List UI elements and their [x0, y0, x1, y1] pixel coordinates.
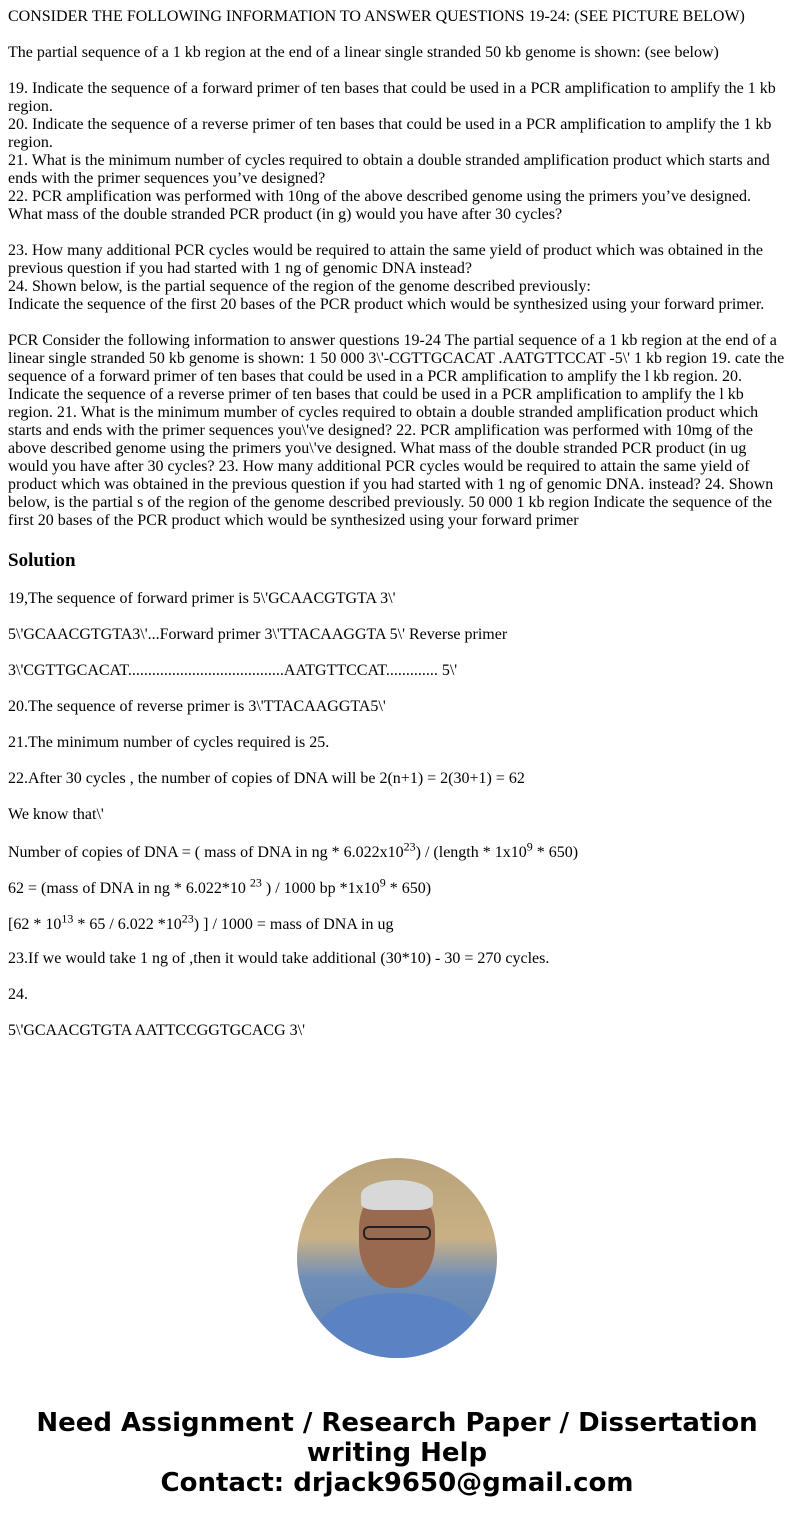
answer-21: 21.The minimum number of cycles required is 25.: [8, 734, 330, 751]
question-23: 23. How many additional PCR cycles would be required to attain the same yield of product which was obtained in the previous question if you had started with 1 ng of genomic DNA instead?: [8, 242, 763, 277]
answer-20: 20.The sequence of reverse primer is 3\'TTACAAGGTA5\': [8, 698, 386, 715]
solution-title: Solution: [8, 550, 76, 571]
answer-24-sequence: 5\'GCAACGTGTA AATTCCGGTGCACG 3\': [8, 1022, 305, 1039]
answer-22: 22.After 30 cycles , the number of copies of DNA will be 2(n+1) = 2(30+1) = 62: [8, 770, 525, 787]
question-20: 20. Indicate the sequence of a reverse primer of ten bases that could be used in a PCR amplification to amplify the 1 kb region.: [8, 116, 772, 151]
question-ocr-text: PCR Consider the following information to answer questions 19-24 The partial sequence of a 1 kb region at the end of a linear single stranded 50 kb genome is shown: 1 50 000 3\'-CGTTGCACAT .AATGTTCCAT -5\' 1 kb region 19. cate the sequence of a forward primer of ten bases that could be used in a PCR amplification to amplify the l kb region. 20. Indicate the sequence of a reverse primer of ten bases that could be used in a PCR amplification to amplify the l kb region. 21. What is the minimum mumber of cycles required to obtain a double stranded amplification product which starts and ends with the primer sequences you\'ve designed? 22. PCR amplification was performed with 10mg of the above described genome using the primers you\'ve designed. What mass of the double stranded PCR product (in ug would you have after 30 cycles? 23. How many additional PCR cycles would be required to attain the same yield of product which was obtained in the previous question if you had started with 1 ng of genomic DNA. instead? 24. Shown below, is the partial s of the region of the genome described previously. 50 000 1 kb region Indicate the sequence of the first 20 bases of the PCR product which would be synthesized using your forward primer: [8, 332, 785, 529]
question-19: 19. Indicate the sequence of a forward primer of ten bases that could be used in a PCR amplification to amplify the 1 kb region.: [8, 80, 776, 115]
question-intro: The partial sequence of a 1 kb region at the end of a linear single stranded 50 kb genome is shown: (see below): [8, 44, 719, 61]
we-know-that: We know that\': [8, 806, 104, 823]
formula-mass: [$62 * 10^{13} * 65 / 6.022$ $*10^{23}$) ] / 1000 = mass of DNA in ug: [8, 911, 394, 933]
formula-substituted: 62 = (mass of DNA in ng * 6.022*10 $^{23}$ ) / 1000 bp $*1x10^9 * 650$): [8, 875, 432, 897]
answer-23: 23.If we would take 1 ng of ,then it would take additional (30*10) - 30 = 270 cycles.: [8, 950, 550, 967]
questions-19-22: [8, 80, 786, 224]
template-line: 3\'CGTTGCACAT.......................................AATGTTCCAT............. 5\': [8, 662, 458, 679]
solution-section: [8, 550, 786, 1040]
formula-copies: Number of copies of DNA = ( mass of DNA in ng * $6.022x10^{23}$) / (length * $1x10^9 * 650$): [8, 839, 579, 861]
question-24-instruction: Indicate the sequence of the first 20 bases of the PCR product which would be synthesized using your forward primer.: [8, 296, 765, 313]
question-22: 22. PCR amplification was performed with 10ng of the above described genome using the primers you’ve designed. What mass of the double stranded PCR product (in g) would you have after 30 cycles?: [8, 188, 751, 223]
footer-contact[interactable]: Contact: drjack9650@gmail.com: [160, 1468, 634, 1498]
answer-24-label: 24.: [8, 986, 28, 1003]
primers-line: 5\'GCAACGTGTA3\'...Forward primer 3\'TTACAAGGTA 5\' Reverse primer: [8, 626, 508, 643]
tutor-avatar: [297, 1158, 497, 1358]
questions-23-24: [8, 242, 786, 314]
footer-help-text: Need Assignment / Research Paper / Dissertation writing Help: [36, 1408, 758, 1468]
question-heading: CONSIDER THE FOLLOWING INFORMATION TO ANSWER QUESTIONS 19-24: (SEE PICTURE BELOW): [8, 8, 745, 25]
footer-banner: [8, 1408, 786, 1498]
question-section: [8, 8, 786, 530]
question-21: 21. What is the minimum number of cycles required to obtain a double stranded amplification product which starts and ends with the primer sequences you’ve designed?: [8, 152, 770, 187]
question-24: 24. Shown below, is the partial sequence of the region of the genome described previously:: [8, 278, 591, 295]
answer-19: 19,The sequence of forward primer is 5\'GCAACGTGTA 3\': [8, 590, 396, 607]
